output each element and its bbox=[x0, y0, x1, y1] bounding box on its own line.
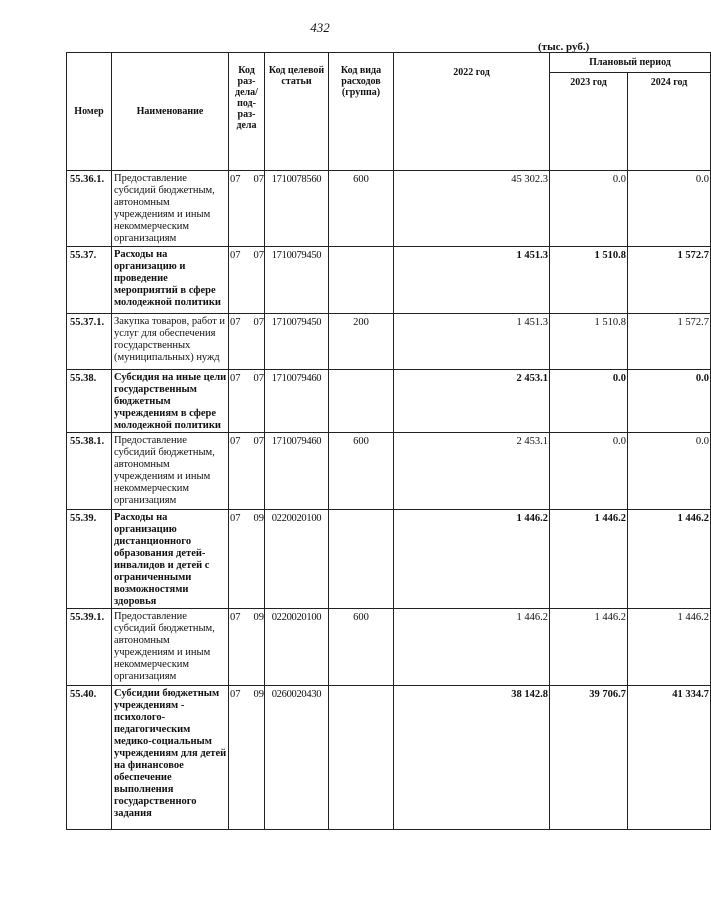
row-expense-type: 600 bbox=[329, 609, 394, 686]
row-number: 55.38.1. bbox=[67, 433, 112, 510]
row-podrazdel: 09 bbox=[253, 513, 264, 524]
row-razdel: 07 bbox=[230, 436, 241, 447]
row-number: 55.38. bbox=[67, 370, 112, 433]
row-section-code bbox=[229, 314, 265, 370]
table-row bbox=[67, 370, 711, 433]
table-row bbox=[67, 433, 711, 510]
row-value-2023: 1 510.8 bbox=[550, 314, 628, 370]
row-section-code bbox=[229, 686, 265, 830]
row-expense-type: 200 bbox=[329, 314, 394, 370]
table-body bbox=[67, 171, 711, 830]
row-expense-type bbox=[329, 510, 394, 609]
row-target-code: 1710079450 bbox=[265, 314, 329, 370]
row-razdel: 07 bbox=[230, 250, 241, 261]
row-value-2022: 45 302.3 bbox=[394, 171, 550, 247]
row-section-code bbox=[229, 433, 265, 510]
units-label: (тыс. руб.) bbox=[538, 41, 590, 53]
row-value-2023: 0.0 bbox=[550, 433, 628, 510]
row-value-2024: 1 572.7 bbox=[628, 247, 711, 314]
row-value-2022: 1 451.3 bbox=[394, 314, 550, 370]
row-number: 55.39. bbox=[67, 510, 112, 609]
row-number: 55.37. bbox=[67, 247, 112, 314]
row-name: Расходы на организацию дистанционного образования детей-инвалидов и детей с ограниченными возможностями здоровья bbox=[112, 510, 229, 609]
row-razdel: 07 bbox=[230, 513, 241, 524]
row-section-code bbox=[229, 370, 265, 433]
row-podrazdel: 09 bbox=[253, 689, 264, 700]
row-podrazdel: 07 bbox=[253, 436, 264, 447]
row-value-2023: 1 446.2 bbox=[550, 510, 628, 609]
row-name: Предоставление субсидий бюджетным, автономным учреждениям и иным некоммерческим организациям bbox=[112, 433, 229, 510]
table-row bbox=[67, 171, 711, 247]
row-target-code: 0220020100 bbox=[265, 609, 329, 686]
row-number: 55.37.1. bbox=[67, 314, 112, 370]
row-razdel: 07 bbox=[230, 174, 241, 185]
row-razdel: 07 bbox=[230, 373, 241, 384]
row-value-2023: 39 706.7 bbox=[550, 686, 628, 830]
row-podrazdel: 07 bbox=[253, 373, 264, 384]
row-number: 55.40. bbox=[67, 686, 112, 830]
row-name: Предоставление субсидий бюджетным, автономным учреждениям и иным некоммерческим организациям bbox=[112, 171, 229, 247]
row-value-2023: 0.0 bbox=[550, 171, 628, 247]
row-value-2023: 0.0 bbox=[550, 370, 628, 433]
row-value-2024: 0.0 bbox=[628, 171, 711, 247]
row-name: Субсидии бюджетным учреждениям - психолого-педагогическим медико-социальным учреждениям для детей на финансовое обеспечение выполнения государственного задания bbox=[112, 686, 229, 830]
row-value-2022: 2 453.1 bbox=[394, 433, 550, 510]
row-value-2022: 1 446.2 bbox=[394, 510, 550, 609]
row-target-code: 1710079460 bbox=[265, 433, 329, 510]
row-value-2022: 1 446.2 bbox=[394, 609, 550, 686]
row-value-2022: 1 451.3 bbox=[394, 247, 550, 314]
row-value-2024: 0.0 bbox=[628, 433, 711, 510]
row-razdel: 07 bbox=[230, 317, 241, 328]
table-row bbox=[67, 247, 711, 314]
header-name: Наименование bbox=[112, 53, 229, 171]
table-row bbox=[67, 686, 711, 830]
budget-table bbox=[66, 52, 711, 830]
row-expense-type bbox=[329, 370, 394, 433]
row-number: 55.36.1. bbox=[67, 171, 112, 247]
header-year-2024: 2024 год bbox=[628, 73, 711, 171]
row-target-code: 0220020100 bbox=[265, 510, 329, 609]
row-podrazdel: 07 bbox=[253, 317, 264, 328]
row-name: Закупка товаров, работ и услуг для обеспечения государственных (муниципальных) нужд bbox=[112, 314, 229, 370]
header-expense-type-code: Код вида расходов (группа) bbox=[329, 53, 394, 171]
header-year-2023: 2023 год bbox=[550, 73, 628, 171]
row-name: Предоставление субсидий бюджетным, автономным учреждениям и иным некоммерческим организациям bbox=[112, 609, 229, 686]
row-podrazdel: 07 bbox=[253, 250, 264, 261]
row-razdel: 07 bbox=[230, 689, 241, 700]
row-value-2024: 1 572.7 bbox=[628, 314, 711, 370]
row-target-code: 0260020430 bbox=[265, 686, 329, 830]
row-target-code: 1710078560 bbox=[265, 171, 329, 247]
row-value-2022: 38 142.8 bbox=[394, 686, 550, 830]
row-section-code bbox=[229, 609, 265, 686]
row-name: Расходы на организацию и проведение мероприятий в сфере молодежной политики bbox=[112, 247, 229, 314]
row-podrazdel: 09 bbox=[253, 612, 264, 623]
row-value-2024: 1 446.2 bbox=[628, 609, 711, 686]
header-planned-period: Плановый период bbox=[550, 53, 711, 73]
row-target-code: 1710079460 bbox=[265, 370, 329, 433]
header-year-2022: 2022 год bbox=[394, 53, 550, 171]
page-number: 432 bbox=[310, 20, 330, 35]
row-value-2024: 41 334.7 bbox=[628, 686, 711, 830]
row-number: 55.39.1. bbox=[67, 609, 112, 686]
table-row bbox=[67, 609, 711, 686]
row-value-2024: 1 446.2 bbox=[628, 510, 711, 609]
row-expense-type: 600 bbox=[329, 433, 394, 510]
table-row bbox=[67, 510, 711, 609]
row-section-code bbox=[229, 247, 265, 314]
row-value-2022: 2 453.1 bbox=[394, 370, 550, 433]
row-podrazdel: 07 bbox=[253, 174, 264, 185]
row-value-2023: 1 446.2 bbox=[550, 609, 628, 686]
header-section-code: Код раз-дела/ под-раз-дела bbox=[229, 53, 265, 171]
header-target-code: Код целевой статьи bbox=[265, 53, 329, 171]
row-name: Субсидия на иные цели государственным бюджетным учреждениям в сфере молодежной политики bbox=[112, 370, 229, 433]
table-row bbox=[67, 314, 711, 370]
row-target-code: 1710079450 bbox=[265, 247, 329, 314]
row-value-2023: 1 510.8 bbox=[550, 247, 628, 314]
row-expense-type: 600 bbox=[329, 171, 394, 247]
header-number: Номер bbox=[67, 53, 112, 171]
row-section-code bbox=[229, 510, 265, 609]
row-section-code bbox=[229, 171, 265, 247]
row-razdel: 07 bbox=[230, 612, 241, 623]
row-expense-type bbox=[329, 686, 394, 830]
row-value-2024: 0.0 bbox=[628, 370, 711, 433]
row-expense-type bbox=[329, 247, 394, 314]
